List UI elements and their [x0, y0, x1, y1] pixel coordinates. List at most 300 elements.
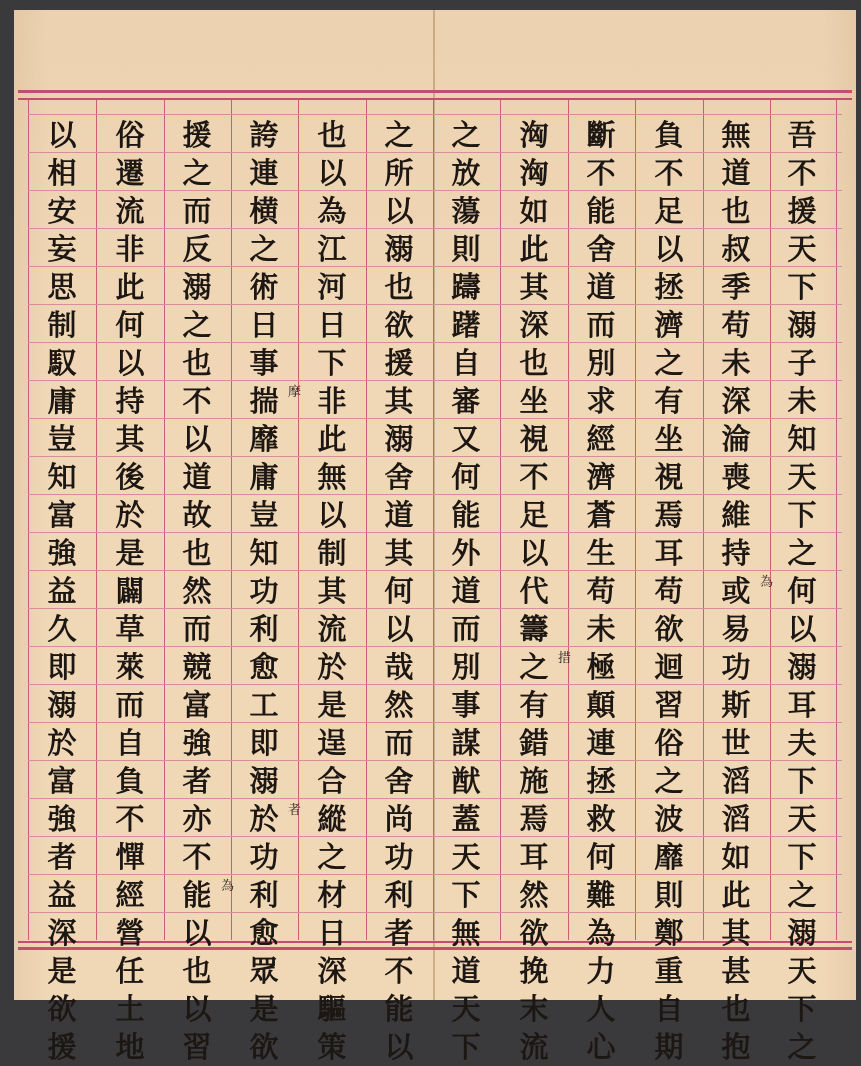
- character: 所: [384, 155, 414, 190]
- character: 術: [249, 269, 279, 304]
- character: 非: [115, 231, 145, 266]
- character: 土: [115, 991, 145, 1026]
- character: 洶: [519, 117, 549, 152]
- character: 以: [787, 611, 817, 646]
- character: 俗: [115, 117, 145, 152]
- character: 經: [586, 421, 616, 456]
- character: 別: [451, 649, 481, 684]
- row-rule: [28, 114, 842, 115]
- character: 欲: [47, 991, 77, 1026]
- character: 強: [47, 535, 77, 570]
- character: 妄: [47, 231, 77, 266]
- character: 滔: [721, 801, 751, 836]
- character: 天: [787, 801, 817, 836]
- character: 豈: [47, 421, 77, 456]
- character: 合: [317, 763, 347, 798]
- character: 則: [654, 877, 684, 912]
- character: 下: [787, 269, 817, 304]
- character: 地: [115, 1029, 145, 1064]
- character: 於: [317, 649, 347, 684]
- character: 道: [384, 497, 414, 532]
- character: 自: [115, 725, 145, 760]
- character: 焉: [519, 801, 549, 836]
- character: 溺: [182, 269, 212, 304]
- character: 之: [317, 839, 347, 874]
- character: 持: [721, 535, 751, 570]
- character: 亦: [182, 801, 212, 836]
- column-rule: [568, 100, 569, 940]
- character: 波: [654, 801, 684, 836]
- text-column: [34, 116, 90, 1064]
- character: 下: [451, 1029, 481, 1064]
- character: 闢: [115, 573, 145, 608]
- character: 此: [721, 877, 751, 912]
- character: 或: [721, 573, 751, 608]
- character: 是: [249, 991, 279, 1026]
- character: 於: [249, 801, 279, 836]
- character: 深: [317, 953, 347, 988]
- character: 又: [451, 421, 481, 456]
- character: 放: [451, 155, 481, 190]
- character: 挽: [519, 953, 549, 988]
- character: 此: [317, 421, 347, 456]
- column-rule: [836, 100, 837, 940]
- character: 以: [384, 1029, 414, 1064]
- character: 驅: [317, 991, 347, 1026]
- character: 負: [654, 117, 684, 152]
- character: 舍: [586, 231, 616, 266]
- character: 富: [182, 687, 212, 722]
- character: 苟: [586, 573, 616, 608]
- character: 靡: [654, 839, 684, 874]
- character: 江: [317, 231, 347, 266]
- text-column: [573, 116, 629, 1064]
- character: 也: [182, 345, 212, 380]
- character: 道: [182, 459, 212, 494]
- character: 能: [182, 877, 212, 912]
- character: 競: [182, 649, 212, 684]
- character: 後: [115, 459, 145, 494]
- character: 無: [721, 117, 751, 152]
- character: 維: [721, 497, 751, 532]
- character: 而: [586, 307, 616, 342]
- character: 不: [787, 155, 817, 190]
- character: 日: [317, 915, 347, 950]
- character: 迴: [654, 649, 684, 684]
- character: 眾: [249, 953, 279, 988]
- character: 負: [115, 763, 145, 798]
- character: 甚: [721, 953, 751, 988]
- character: 顛: [586, 687, 616, 722]
- border-rule: [18, 90, 852, 93]
- character: 連: [586, 725, 616, 760]
- character: 知: [787, 421, 817, 456]
- character: 能: [384, 991, 414, 1026]
- character: 知: [249, 535, 279, 570]
- character: 益: [47, 573, 77, 608]
- character: 其: [317, 573, 347, 608]
- character: 以: [182, 915, 212, 950]
- character: 以: [384, 193, 414, 228]
- character: 溺: [47, 687, 77, 722]
- character: 營: [115, 915, 145, 950]
- character: 習: [182, 1029, 212, 1064]
- character: 以: [115, 345, 145, 380]
- character: 誇: [249, 117, 279, 152]
- character: 相: [47, 155, 77, 190]
- character: 也: [519, 345, 549, 380]
- character: 舍: [384, 763, 414, 798]
- character: 其: [384, 535, 414, 570]
- character: 濟: [654, 307, 684, 342]
- text-column: [169, 116, 225, 1064]
- character: 庸: [47, 383, 77, 418]
- character: 斯: [721, 687, 751, 722]
- character: 喪: [721, 459, 751, 494]
- character: 洶: [519, 155, 549, 190]
- character: 流: [115, 193, 145, 228]
- character: 故: [182, 497, 212, 532]
- character: 人: [586, 991, 616, 1026]
- character: 利: [249, 611, 279, 646]
- character: 之: [519, 649, 549, 684]
- character: 援: [182, 117, 212, 152]
- character: 尚: [384, 801, 414, 836]
- character: 哉: [384, 649, 414, 684]
- character: 功: [384, 839, 414, 874]
- character: 欲: [249, 1029, 279, 1064]
- character: 流: [317, 611, 347, 646]
- character: 流: [519, 1029, 549, 1064]
- character: 拯: [586, 763, 616, 798]
- character: 制: [47, 307, 77, 342]
- character: 即: [249, 725, 279, 760]
- character: 材: [317, 877, 347, 912]
- character: 也: [317, 117, 347, 152]
- text-column: [236, 116, 292, 1064]
- character: 以: [519, 535, 549, 570]
- column-rule: [433, 100, 434, 940]
- character: 不: [586, 155, 616, 190]
- character: 持: [115, 383, 145, 418]
- character: 天: [787, 459, 817, 494]
- character: 抱: [721, 1029, 751, 1064]
- character: 欲: [519, 915, 549, 950]
- character: 足: [654, 193, 684, 228]
- column-rule: [366, 100, 367, 940]
- character: 是: [115, 535, 145, 570]
- character: 久: [47, 611, 77, 646]
- character: 富: [47, 763, 77, 798]
- character: 河: [317, 269, 347, 304]
- character: 能: [586, 193, 616, 228]
- column-rule: [635, 100, 636, 940]
- character: 於: [47, 725, 77, 760]
- character: 如: [721, 839, 751, 874]
- text-column: [708, 116, 764, 1064]
- character: 下: [787, 497, 817, 532]
- character: 以: [317, 497, 347, 532]
- character: 此: [115, 269, 145, 304]
- character: 下: [787, 763, 817, 798]
- character: 視: [654, 459, 684, 494]
- character: 子: [787, 345, 817, 380]
- character: 深: [721, 383, 751, 418]
- text-column: [371, 116, 427, 1064]
- character: 不: [384, 953, 414, 988]
- character: 然: [182, 573, 212, 608]
- character: 之: [384, 117, 414, 152]
- character: 即: [47, 649, 77, 684]
- character: 則: [451, 231, 481, 266]
- marginal-annotation: 為: [221, 879, 235, 894]
- character: 代: [519, 573, 549, 608]
- character: 之: [654, 763, 684, 798]
- character: 思: [47, 269, 77, 304]
- character: 錯: [519, 725, 549, 760]
- character: 也: [182, 953, 212, 988]
- character: 事: [249, 345, 279, 380]
- character: 重: [654, 953, 684, 988]
- column-rule: [28, 100, 29, 940]
- character: 而: [182, 611, 212, 646]
- character: 坐: [654, 421, 684, 456]
- character: 自: [654, 991, 684, 1026]
- character: 天: [787, 953, 817, 988]
- character: 也: [182, 535, 212, 570]
- character: 苟: [654, 573, 684, 608]
- character: 安: [47, 193, 77, 228]
- character: 援: [47, 1029, 77, 1064]
- character: 揣: [249, 383, 279, 418]
- character: 經: [115, 877, 145, 912]
- character: 何: [115, 307, 145, 342]
- character: 功: [249, 839, 279, 874]
- character: 天: [451, 991, 481, 1026]
- character: 天: [451, 839, 481, 874]
- text-column: [506, 116, 562, 1064]
- character: 其: [721, 915, 751, 950]
- character: 然: [519, 877, 549, 912]
- character: 溺: [384, 231, 414, 266]
- character: 溺: [787, 649, 817, 684]
- character: 援: [384, 345, 414, 380]
- character: 然: [384, 687, 414, 722]
- character: 溺: [787, 307, 817, 342]
- character: 之: [182, 307, 212, 342]
- character: 深: [47, 915, 77, 950]
- character: 不: [654, 155, 684, 190]
- character: 者: [47, 839, 77, 874]
- character: 萊: [115, 649, 145, 684]
- character: 此: [519, 231, 549, 266]
- character: 自: [451, 345, 481, 380]
- character: 利: [384, 877, 414, 912]
- character: 反: [182, 231, 212, 266]
- character: 期: [654, 1029, 684, 1064]
- character: 濟: [586, 459, 616, 494]
- character: 淪: [721, 421, 751, 456]
- character: 末: [519, 991, 549, 1026]
- character: 其: [519, 269, 549, 304]
- character: 如: [519, 193, 549, 228]
- character: 斷: [586, 117, 616, 152]
- character: 之: [787, 1029, 817, 1064]
- character: 生: [586, 535, 616, 570]
- character: 極: [586, 649, 616, 684]
- character: 之: [787, 535, 817, 570]
- character: 愈: [249, 915, 279, 950]
- character: 為: [317, 193, 347, 228]
- marginal-annotation: 為: [760, 575, 774, 590]
- character: 未: [787, 383, 817, 418]
- character: 猷: [451, 763, 481, 798]
- character: 有: [519, 687, 549, 722]
- character: 不: [182, 383, 212, 418]
- border-rule: [18, 98, 852, 100]
- character: 以: [317, 155, 347, 190]
- character: 有: [654, 383, 684, 418]
- character: 下: [787, 839, 817, 874]
- marginal-annotation: 措: [558, 651, 572, 666]
- character: 吾: [787, 117, 817, 152]
- character: 知: [47, 459, 77, 494]
- character: 庸: [249, 459, 279, 494]
- character: 道: [451, 953, 481, 988]
- marginal-annotation: 摩: [288, 385, 302, 400]
- manuscript-page: [14, 10, 856, 1064]
- character: 俗: [654, 725, 684, 760]
- character: 而: [115, 687, 145, 722]
- character: 焉: [654, 497, 684, 532]
- character: 援: [787, 193, 817, 228]
- character: 心: [586, 1029, 616, 1064]
- character: 於: [115, 497, 145, 532]
- character: 難: [586, 877, 616, 912]
- character: 制: [317, 535, 347, 570]
- marginal-annotation: 者: [288, 803, 302, 818]
- character: 叔: [721, 231, 751, 266]
- character: 以: [182, 421, 212, 456]
- character: 不: [182, 839, 212, 874]
- character: 易: [721, 611, 751, 646]
- character: 道: [721, 155, 751, 190]
- character: 不: [115, 801, 145, 836]
- character: 施: [519, 763, 549, 798]
- column-rule: [96, 100, 97, 940]
- character: 也: [384, 269, 414, 304]
- character: 而: [451, 611, 481, 646]
- character: 事: [451, 687, 481, 722]
- character: 也: [721, 991, 751, 1026]
- character: 下: [451, 877, 481, 912]
- character: 耳: [654, 535, 684, 570]
- character: 遷: [115, 155, 145, 190]
- character: 下: [787, 991, 817, 1026]
- character: 躊: [451, 269, 481, 304]
- character: 者: [384, 915, 414, 950]
- character: 世: [721, 725, 751, 760]
- character: 能: [451, 497, 481, 532]
- character: 籌: [519, 611, 549, 646]
- character: 之: [249, 231, 279, 266]
- character: 蓋: [451, 801, 481, 836]
- text-column: [438, 116, 494, 1064]
- character: 益: [47, 877, 77, 912]
- character: 蕩: [451, 193, 481, 228]
- character: 者: [182, 763, 212, 798]
- character: 功: [249, 573, 279, 608]
- character: 何: [787, 573, 817, 608]
- character: 道: [586, 269, 616, 304]
- column-rule: [703, 100, 704, 940]
- character: 強: [182, 725, 212, 760]
- character: 縱: [317, 801, 347, 836]
- character: 夫: [787, 725, 817, 760]
- character: 溺: [787, 915, 817, 950]
- character: 日: [317, 307, 347, 342]
- character: 之: [787, 877, 817, 912]
- character: 何: [451, 459, 481, 494]
- character: 逞: [317, 725, 347, 760]
- character: 豈: [249, 497, 279, 532]
- character: 審: [451, 383, 481, 418]
- character: 道: [451, 573, 481, 608]
- character: 外: [451, 535, 481, 570]
- character: 工: [249, 687, 279, 722]
- text-column: [774, 116, 830, 1064]
- character: 無: [451, 915, 481, 950]
- character: 愈: [249, 649, 279, 684]
- character: 足: [519, 497, 549, 532]
- character: 策: [317, 1029, 347, 1064]
- character: 欲: [654, 611, 684, 646]
- character: 富: [47, 497, 77, 532]
- character: 也: [721, 193, 751, 228]
- character: 為: [586, 915, 616, 950]
- character: 無: [317, 459, 347, 494]
- text-column: [102, 116, 158, 1064]
- character: 以: [47, 117, 77, 152]
- character: 何: [586, 839, 616, 874]
- column-rule: [231, 100, 232, 940]
- column-rule: [770, 100, 771, 940]
- character: 以: [384, 611, 414, 646]
- character: 利: [249, 877, 279, 912]
- character: 滔: [721, 763, 751, 798]
- character: 以: [182, 991, 212, 1026]
- character: 強: [47, 801, 77, 836]
- character: 下: [317, 345, 347, 380]
- character: 天: [787, 231, 817, 266]
- character: 憚: [115, 839, 145, 874]
- character: 舍: [384, 459, 414, 494]
- character: 季: [721, 269, 751, 304]
- character: 功: [721, 649, 751, 684]
- text-column: [304, 116, 360, 1064]
- character: 苟: [721, 307, 751, 342]
- character: 耳: [787, 687, 817, 722]
- character: 馭: [47, 345, 77, 380]
- character: 日: [249, 307, 279, 342]
- character: 連: [249, 155, 279, 190]
- character: 力: [586, 953, 616, 988]
- column-rule: [164, 100, 165, 940]
- character: 深: [519, 307, 549, 342]
- character: 求: [586, 383, 616, 418]
- character: 横: [249, 193, 279, 228]
- character: 未: [586, 611, 616, 646]
